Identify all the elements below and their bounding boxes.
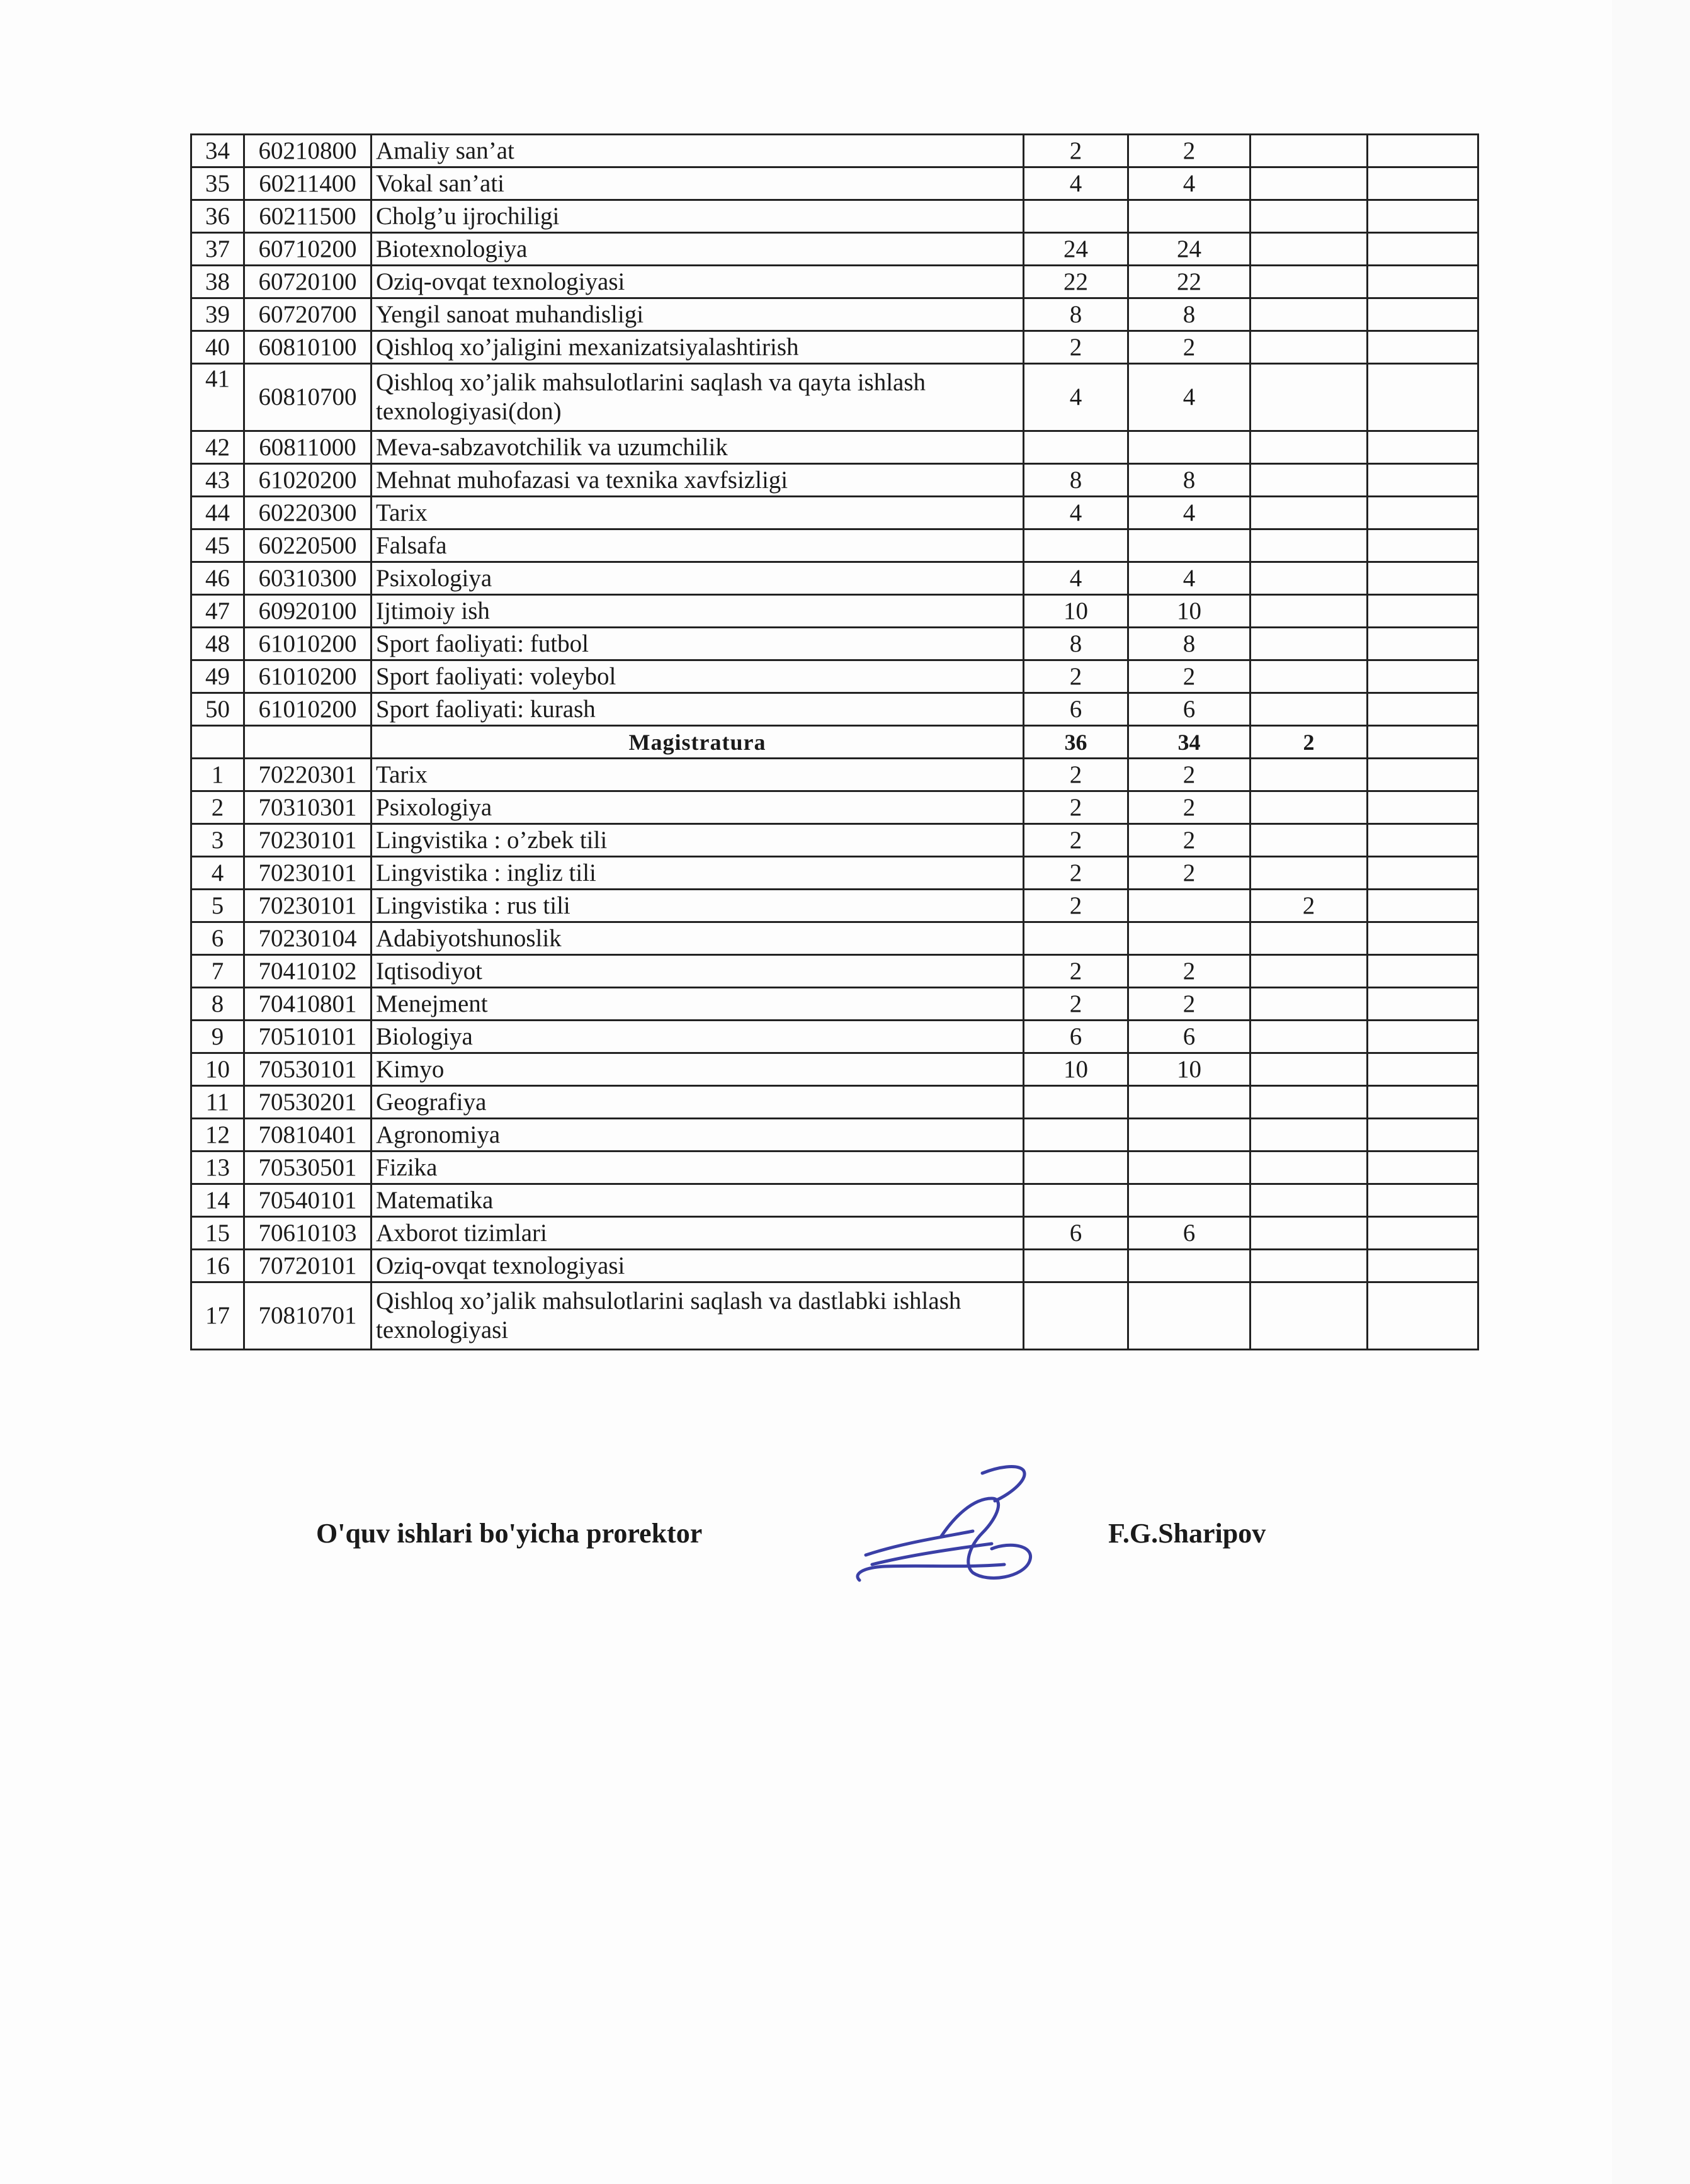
quota-col-3 [1250,1250,1368,1282]
specialty-code: 70510101 [244,1021,371,1053]
quota-col-2: 6 [1128,1021,1250,1053]
specialty-code: 60720100 [244,266,371,298]
quota-col-2: 6 [1128,1217,1250,1250]
specialty-code: 60810700 [244,364,371,431]
specialty-code: 70220301 [244,759,371,791]
specialty-name: Vokal san’ati [371,167,1024,200]
specialty-name: Iqtisodiyot [371,955,1024,988]
quota-col-2 [1128,922,1250,955]
table-row [191,200,1478,233]
table-row [191,1086,1478,1119]
quota-col-3 [1250,857,1368,890]
quota-total: 6 [1024,1021,1128,1053]
quota-col-2 [1128,200,1250,233]
row-number: 50 [191,693,244,726]
row-number: 4 [191,857,244,890]
quota-col-4 [1368,890,1478,922]
quota-col-3 [1250,1217,1368,1250]
quota-col-2: 4 [1128,562,1250,595]
quota-col-4 [1368,266,1478,298]
table-row [191,922,1478,955]
specialty-code: 70230101 [244,890,371,922]
quota-total [1024,1151,1128,1184]
specialty-code: 70410102 [244,955,371,988]
quota-col-2: 4 [1128,167,1250,200]
row-number: 38 [191,266,244,298]
quota-col-4 [1368,497,1478,529]
quota-total: 6 [1024,1217,1128,1250]
quota-col-3 [1250,562,1368,595]
specialty-code: 60310300 [244,562,371,595]
quota-col-3 [1250,331,1368,364]
signer-name: F.G.Sharipov [1108,1518,1266,1549]
quota-col-3 [1250,628,1368,660]
quota-col-4 [1368,955,1478,988]
quota-total: 2 [1024,955,1128,988]
specialty-name: Psixologiya [371,562,1024,595]
specialty-name: Sport faoliyati: voleybol [371,660,1024,693]
table-row [191,1217,1478,1250]
quota-total [1024,1086,1128,1119]
quota-total [1024,200,1128,233]
quota-col-4 [1368,759,1478,791]
specialty-name: Lingvistika : o’zbek tili [371,824,1024,857]
table-row [191,1021,1478,1053]
row-number: 8 [191,988,244,1021]
quota-col-2: 8 [1128,464,1250,497]
specialty-name: Qishloq xo’jaligini mexanizatsiyalashtirish [371,331,1024,364]
row-number: 3 [191,824,244,857]
quota-col-2: 10 [1128,595,1250,628]
section-total: 36 [1024,726,1128,759]
quota-total: 2 [1024,660,1128,693]
quota-total: 10 [1024,595,1128,628]
specialty-name: Kimyo [371,1053,1024,1086]
quota-col-2: 6 [1128,693,1250,726]
specialty-name: Oziq-ovqat texnologiyasi [371,266,1024,298]
row-number: 1 [191,759,244,791]
specialty-name: Matematika [371,1184,1024,1217]
quota-col-4 [1368,1086,1478,1119]
table-row [191,1282,1478,1350]
section-title: Magistratura [371,726,1024,759]
row-number: 13 [191,1151,244,1184]
table-row [191,759,1478,791]
quota-total: 8 [1024,464,1128,497]
table-row [191,167,1478,200]
quota-col-2: 10 [1128,1053,1250,1086]
section-col-4 [1368,726,1478,759]
quota-col-4 [1368,562,1478,595]
quota-total [1024,1184,1128,1217]
quota-col-3 [1250,693,1368,726]
quota-total: 2 [1024,791,1128,824]
row-number: 42 [191,431,244,464]
specialty-code: 70810401 [244,1119,371,1151]
row-number: 37 [191,233,244,266]
quota-col-3 [1250,595,1368,628]
quota-total [1024,1250,1128,1282]
quota-total: 24 [1024,233,1128,266]
quota-col-3 [1250,266,1368,298]
specialty-name: Falsafa [371,529,1024,562]
specialty-name: Biotexnologiya [371,233,1024,266]
row-number: 41 [191,364,244,431]
quota-total: 4 [1024,562,1128,595]
quota-col-2 [1128,1282,1250,1350]
quota-col-2: 2 [1128,331,1250,364]
quota-col-2 [1128,1250,1250,1282]
specialty-code: 70810701 [244,1282,371,1350]
quota-col-2: 24 [1128,233,1250,266]
specialty-code: 70610103 [244,1217,371,1250]
specialty-name: Lingvistika : ingliz tili [371,857,1024,890]
quota-total: 4 [1024,167,1128,200]
specialty-name: Adabiyotshunoslik [371,922,1024,955]
quota-col-3 [1250,233,1368,266]
quota-col-2: 2 [1128,955,1250,988]
quota-col-2: 2 [1128,135,1250,167]
quota-col-4 [1368,364,1478,431]
quota-col-2: 2 [1128,824,1250,857]
row-number: 15 [191,1217,244,1250]
quota-col-4 [1368,857,1478,890]
specialty-code: 60220300 [244,497,371,529]
specialty-code: 60811000 [244,431,371,464]
row-number: 39 [191,298,244,331]
specialty-name: Yengil sanoat muhandisligi [371,298,1024,331]
quota-col-3 [1250,1282,1368,1350]
specialty-code: 70410801 [244,988,371,1021]
quota-col-3 [1250,497,1368,529]
table-row [191,791,1478,824]
specialty-code: 60210800 [244,135,371,167]
quota-col-4 [1368,595,1478,628]
row-number: 40 [191,331,244,364]
quota-col-4 [1368,1217,1478,1250]
quota-col-3 [1250,464,1368,497]
quota-col-3 [1250,167,1368,200]
table-row [191,431,1478,464]
quota-col-3 [1250,200,1368,233]
row-number: 16 [191,1250,244,1282]
quota-col-2: 4 [1128,364,1250,431]
specialty-name: Sport faoliyati: kurash [371,693,1024,726]
quota-col-2 [1128,890,1250,922]
specialty-code: 70720101 [244,1250,371,1282]
specialty-name: Sport faoliyati: futbol [371,628,1024,660]
quota-col-4 [1368,693,1478,726]
table-row [191,364,1478,431]
specialty-code: 60720700 [244,298,371,331]
quota-col-3 [1250,791,1368,824]
section-col-2: 34 [1128,726,1250,759]
signature-icon [847,1461,1055,1599]
quota-col-2: 2 [1128,660,1250,693]
table-row [191,1184,1478,1217]
specialty-name: Geografiya [371,1086,1024,1119]
quota-col-2 [1128,1184,1250,1217]
quota-col-4 [1368,431,1478,464]
quota-col-2 [1128,1119,1250,1151]
quota-col-4 [1368,233,1478,266]
quota-total [1024,431,1128,464]
table-row [191,266,1478,298]
quota-col-4 [1368,1250,1478,1282]
row-number: 44 [191,497,244,529]
table-row [191,1151,1478,1184]
quota-col-3 [1250,922,1368,955]
quota-col-2: 2 [1128,857,1250,890]
quota-total: 22 [1024,266,1128,298]
specialty-name: Agronomiya [371,1119,1024,1151]
quota-col-3 [1250,1053,1368,1086]
specialty-name: Qishloq xo’jalik mahsulotlarini saqlash va dastlabki ishlash texnologiyasi [371,1282,1024,1350]
quota-total [1024,1119,1128,1151]
quota-total: 8 [1024,628,1128,660]
quota-col-4 [1368,1119,1478,1151]
quota-col-2 [1128,529,1250,562]
quota-col-4 [1368,628,1478,660]
specialty-name: Mehnat muhofazasi va texnika xavfsizligi [371,464,1024,497]
row-number: 10 [191,1053,244,1086]
row-number: 49 [191,660,244,693]
table-row [191,1119,1478,1151]
specialty-name: Tarix [371,497,1024,529]
quota-col-4 [1368,135,1478,167]
quota-col-3 [1250,759,1368,791]
quota-total: 6 [1024,693,1128,726]
specialty-code: 70230101 [244,857,371,890]
table-row [191,497,1478,529]
specialty-code: 60810100 [244,331,371,364]
quota-col-4 [1368,791,1478,824]
row-number: 11 [191,1086,244,1119]
quota-col-2: 2 [1128,791,1250,824]
quota-col-4 [1368,167,1478,200]
table-row [191,824,1478,857]
specialty-code: 70310301 [244,791,371,824]
quota-total [1024,922,1128,955]
quota-col-2: 2 [1128,759,1250,791]
specialty-code: 61010200 [244,660,371,693]
specialty-name: Qishloq xo’jalik mahsulotlarini saqlash va qayta ishlash texnologiyasi(don) [371,364,1024,431]
quota-total: 8 [1024,298,1128,331]
section-row-magistratura [191,726,1478,759]
quota-col-3 [1250,1086,1368,1119]
row-number: 17 [191,1282,244,1350]
specialty-name: Axborot tizimlari [371,1217,1024,1250]
table-row [191,331,1478,364]
table-row [191,660,1478,693]
quota-col-2 [1128,1086,1250,1119]
specialty-code: 70230104 [244,922,371,955]
specialty-code: 60710200 [244,233,371,266]
quota-col-2: 4 [1128,497,1250,529]
specialty-name: Oziq-ovqat texnologiyasi [371,1250,1024,1282]
quota-col-2 [1128,431,1250,464]
quota-col-3 [1250,1151,1368,1184]
quota-col-3 [1250,1184,1368,1217]
table-row [191,628,1478,660]
specialty-name: Cholg’u ijrochiligi [371,200,1024,233]
quota-total: 2 [1024,135,1128,167]
specialty-code: 61010200 [244,693,371,726]
quota-col-3: 2 [1250,890,1368,922]
specialty-name: Psixologiya [371,791,1024,824]
quota-col-4 [1368,464,1478,497]
quota-col-3 [1250,824,1368,857]
quota-col-2: 2 [1128,988,1250,1021]
quota-total: 2 [1024,857,1128,890]
row-number: 9 [191,1021,244,1053]
row-number: 48 [191,628,244,660]
specialty-code: 60211500 [244,200,371,233]
quota-total: 10 [1024,1053,1128,1086]
quota-total: 2 [1024,331,1128,364]
table-row [191,1250,1478,1282]
table-row [191,857,1478,890]
quota-total: 2 [1024,759,1128,791]
quota-total [1024,529,1128,562]
quota-col-4 [1368,1184,1478,1217]
quota-col-3 [1250,298,1368,331]
table-row [191,464,1478,497]
quota-col-4 [1368,331,1478,364]
row-number: 5 [191,890,244,922]
quota-col-3 [1250,955,1368,988]
quota-col-4 [1368,1053,1478,1086]
quota-total: 2 [1024,988,1128,1021]
quota-total: 4 [1024,364,1128,431]
row-number: 14 [191,1184,244,1217]
quota-total: 2 [1024,824,1128,857]
table-row [191,1053,1478,1086]
table-row [191,595,1478,628]
specialty-name: Lingvistika : rus tili [371,890,1024,922]
row-number: 43 [191,464,244,497]
signer-position: O'quv ishlari bo'yicha prorektor [316,1518,703,1549]
quota-col-4 [1368,824,1478,857]
row-number: 36 [191,200,244,233]
quota-col-3 [1250,135,1368,167]
section-col-3: 2 [1250,726,1368,759]
quota-col-4 [1368,529,1478,562]
specialty-name: Biologiya [371,1021,1024,1053]
table-row [191,693,1478,726]
quota-col-2: 8 [1128,298,1250,331]
quota-col-3 [1250,1021,1368,1053]
quota-col-3 [1250,988,1368,1021]
specialty-name: Amaliy san’at [371,135,1024,167]
table-row [191,562,1478,595]
specialty-name: Meva-sabzavotchilik va uzumchilik [371,431,1024,464]
quota-total: 2 [1024,890,1128,922]
quota-col-3 [1250,660,1368,693]
row-number: 35 [191,167,244,200]
row-number: 45 [191,529,244,562]
quota-col-4 [1368,922,1478,955]
specialty-code: 70230101 [244,824,371,857]
specialty-code: 70530201 [244,1086,371,1119]
row-number [191,726,244,759]
specialty-code: 70540101 [244,1184,371,1217]
row-number: 12 [191,1119,244,1151]
quota-col-2: 22 [1128,266,1250,298]
table-row [191,233,1478,266]
quota-col-4 [1368,988,1478,1021]
specialty-code: 70530101 [244,1053,371,1086]
row-number: 7 [191,955,244,988]
quota-col-3 [1250,1119,1368,1151]
quota-col-2: 8 [1128,628,1250,660]
quota-col-4 [1368,200,1478,233]
table-row [191,890,1478,922]
table-row [191,529,1478,562]
table-row [191,988,1478,1021]
specialty-code: 61020200 [244,464,371,497]
quota-col-2 [1128,1151,1250,1184]
quota-col-4 [1368,1282,1478,1350]
specialty-code: 60920100 [244,595,371,628]
table-row [191,298,1478,331]
quota-col-3 [1250,529,1368,562]
quota-col-4 [1368,1021,1478,1053]
quota-col-3 [1250,431,1368,464]
row-number: 34 [191,135,244,167]
quota-col-3 [1250,364,1368,431]
row-number: 46 [191,562,244,595]
admission-quota-table [190,133,1479,1350]
specialty-name: Menejment [371,988,1024,1021]
specialty-code: 61010200 [244,628,371,660]
table-row [191,955,1478,988]
row-number: 47 [191,595,244,628]
quota-col-4 [1368,1151,1478,1184]
specialty-name: Fizika [371,1151,1024,1184]
quota-col-4 [1368,298,1478,331]
row-number: 6 [191,922,244,955]
table-row [191,135,1478,167]
quota-total [1024,1282,1128,1350]
specialty-code: 60211400 [244,167,371,200]
specialty-name: Tarix [371,759,1024,791]
quota-col-4 [1368,660,1478,693]
specialty-code: 70530501 [244,1151,371,1184]
specialty-name: Ijtimoiy ish [371,595,1024,628]
specialty-code: 60220500 [244,529,371,562]
row-number: 2 [191,791,244,824]
specialty-code [244,726,371,759]
quota-total: 4 [1024,497,1128,529]
